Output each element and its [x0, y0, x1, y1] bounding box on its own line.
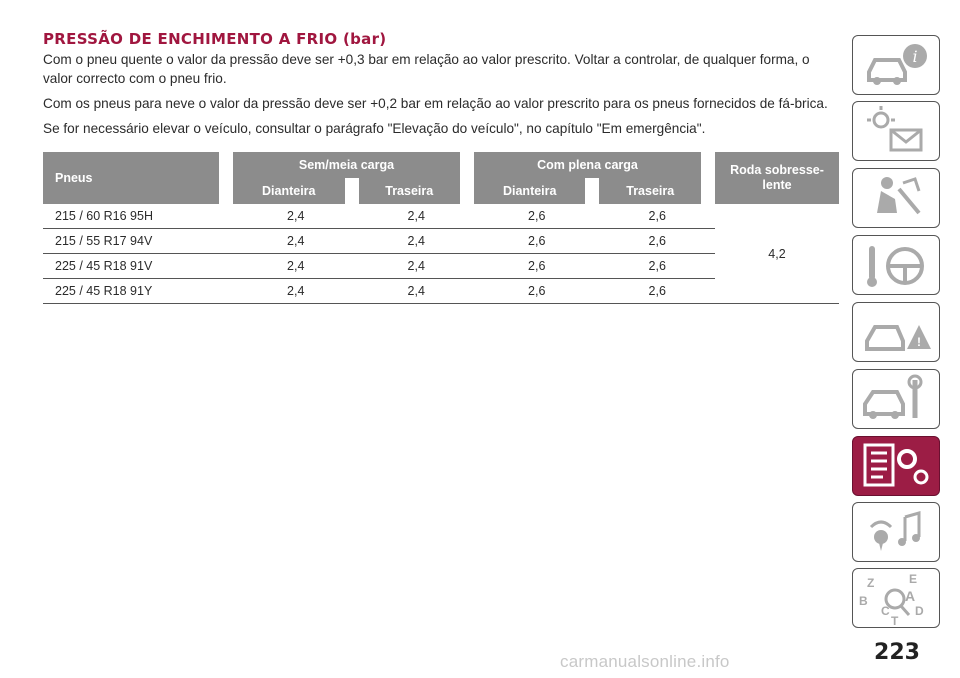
tab-warning-lights[interactable] — [852, 101, 940, 161]
header-gap — [585, 178, 599, 204]
spare-wheel-value: 4,2 — [715, 204, 839, 304]
header-gap — [345, 178, 359, 204]
header-gap — [219, 152, 233, 204]
subheader-full-front: Dianteira — [474, 178, 586, 204]
steering-wheel-icon — [853, 236, 939, 294]
tab-car-info[interactable] — [852, 35, 940, 95]
header-tyres: Pneus — [43, 152, 219, 204]
full-rear-value: 2,6 — [599, 279, 715, 304]
partial-rear-value: 2,4 — [359, 254, 474, 279]
svg-text:Z: Z — [867, 576, 875, 590]
page-content — [43, 30, 839, 304]
tab-index[interactable] — [852, 568, 940, 628]
full-front-value: 2,6 — [474, 254, 600, 279]
technical-data-icon — [853, 437, 939, 495]
tyre-size: 215 / 60 R16 95H — [43, 204, 233, 229]
full-front-value: 2,6 — [474, 204, 600, 229]
svg-text:i: i — [912, 47, 918, 66]
subheader-partial-rear: Traseira — [359, 178, 460, 204]
partial-rear-value: 2,4 — [359, 229, 474, 254]
header-gap — [701, 152, 715, 204]
tab-technical-data[interactable] — [852, 436, 940, 496]
watermark: carmanualsonline.info — [560, 652, 730, 671]
full-rear-value: 2,6 — [599, 204, 715, 229]
header-full-load: Com plena carga — [474, 152, 701, 178]
index-icon — [853, 569, 939, 627]
partial-rear-value: 2,4 — [359, 279, 474, 304]
tyre-size: 225 / 45 R18 91Y — [43, 279, 233, 304]
tab-seat-safety[interactable] — [852, 168, 940, 228]
partial-front-value: 2,4 — [233, 279, 359, 304]
subheader-partial-front: Dianteira — [233, 178, 345, 204]
svg-text:D: D — [915, 604, 924, 618]
paragraph-snow-tyre: Com os pneus para neve o valor da pressão deve ser +0,2 bar em relação ao valor prescrito para os pneus fornecidos de fá-brica. — [43, 96, 828, 111]
tyre-size: 215 / 55 R17 94V — [43, 229, 233, 254]
paragraph-hot-tyre: Com o pneu quente o valor da pressão deve ser +0,3 bar em relação ao valor prescrito. Voltar a controlar, de qualquer forma, o valor correcto com o pneu frio. — [43, 52, 810, 86]
header-partial-load: Sem/meia carga — [233, 152, 460, 178]
full-front-value: 2,6 — [474, 229, 600, 254]
svg-text:B: B — [859, 594, 868, 608]
paragraph-lifting: Se for necessário elevar o veículo, consultar o parágrafo "Elevação do veículo", no capítulo "Em emergência". — [43, 121, 706, 136]
emergency-icon — [853, 303, 939, 361]
maintenance-icon — [853, 370, 939, 428]
full-rear-value: 2,6 — [599, 229, 715, 254]
tab-maintenance[interactable] — [852, 369, 940, 429]
tab-steering[interactable] — [852, 235, 940, 295]
section-title: PRESSÃO DE ENCHIMENTO A FRIO (bar) — [43, 30, 387, 48]
partial-front-value: 2,4 — [233, 204, 359, 229]
multimedia-icon — [853, 503, 939, 561]
partial-rear-value: 2,4 — [359, 204, 474, 229]
partial-front-value: 2,4 — [233, 254, 359, 279]
header-spare-wheel: Roda sobresse-lente — [715, 152, 839, 204]
tab-multimedia[interactable] — [852, 502, 940, 562]
svg-text:E: E — [909, 572, 918, 586]
tyre-size: 225 / 45 R18 91V — [43, 254, 233, 279]
page-number: 223 — [874, 640, 920, 665]
header-gap — [460, 152, 474, 178]
svg-text:!: ! — [917, 335, 921, 349]
svg-text:C: C — [881, 604, 890, 618]
tyre-pressure-table — [43, 152, 839, 304]
car-info-icon — [853, 36, 939, 94]
table-row — [43, 204, 839, 229]
full-rear-value: 2,6 — [599, 254, 715, 279]
full-front-value: 2,6 — [474, 279, 600, 304]
partial-front-value: 2,4 — [233, 229, 359, 254]
seat-safety-icon — [853, 169, 939, 227]
svg-text:A: A — [905, 588, 916, 604]
subheader-full-rear: Traseira — [599, 178, 701, 204]
svg-text:T: T — [891, 614, 899, 627]
warning-lights-icon — [853, 102, 939, 160]
tab-emergency[interactable] — [852, 302, 940, 362]
header-gap — [460, 178, 474, 204]
